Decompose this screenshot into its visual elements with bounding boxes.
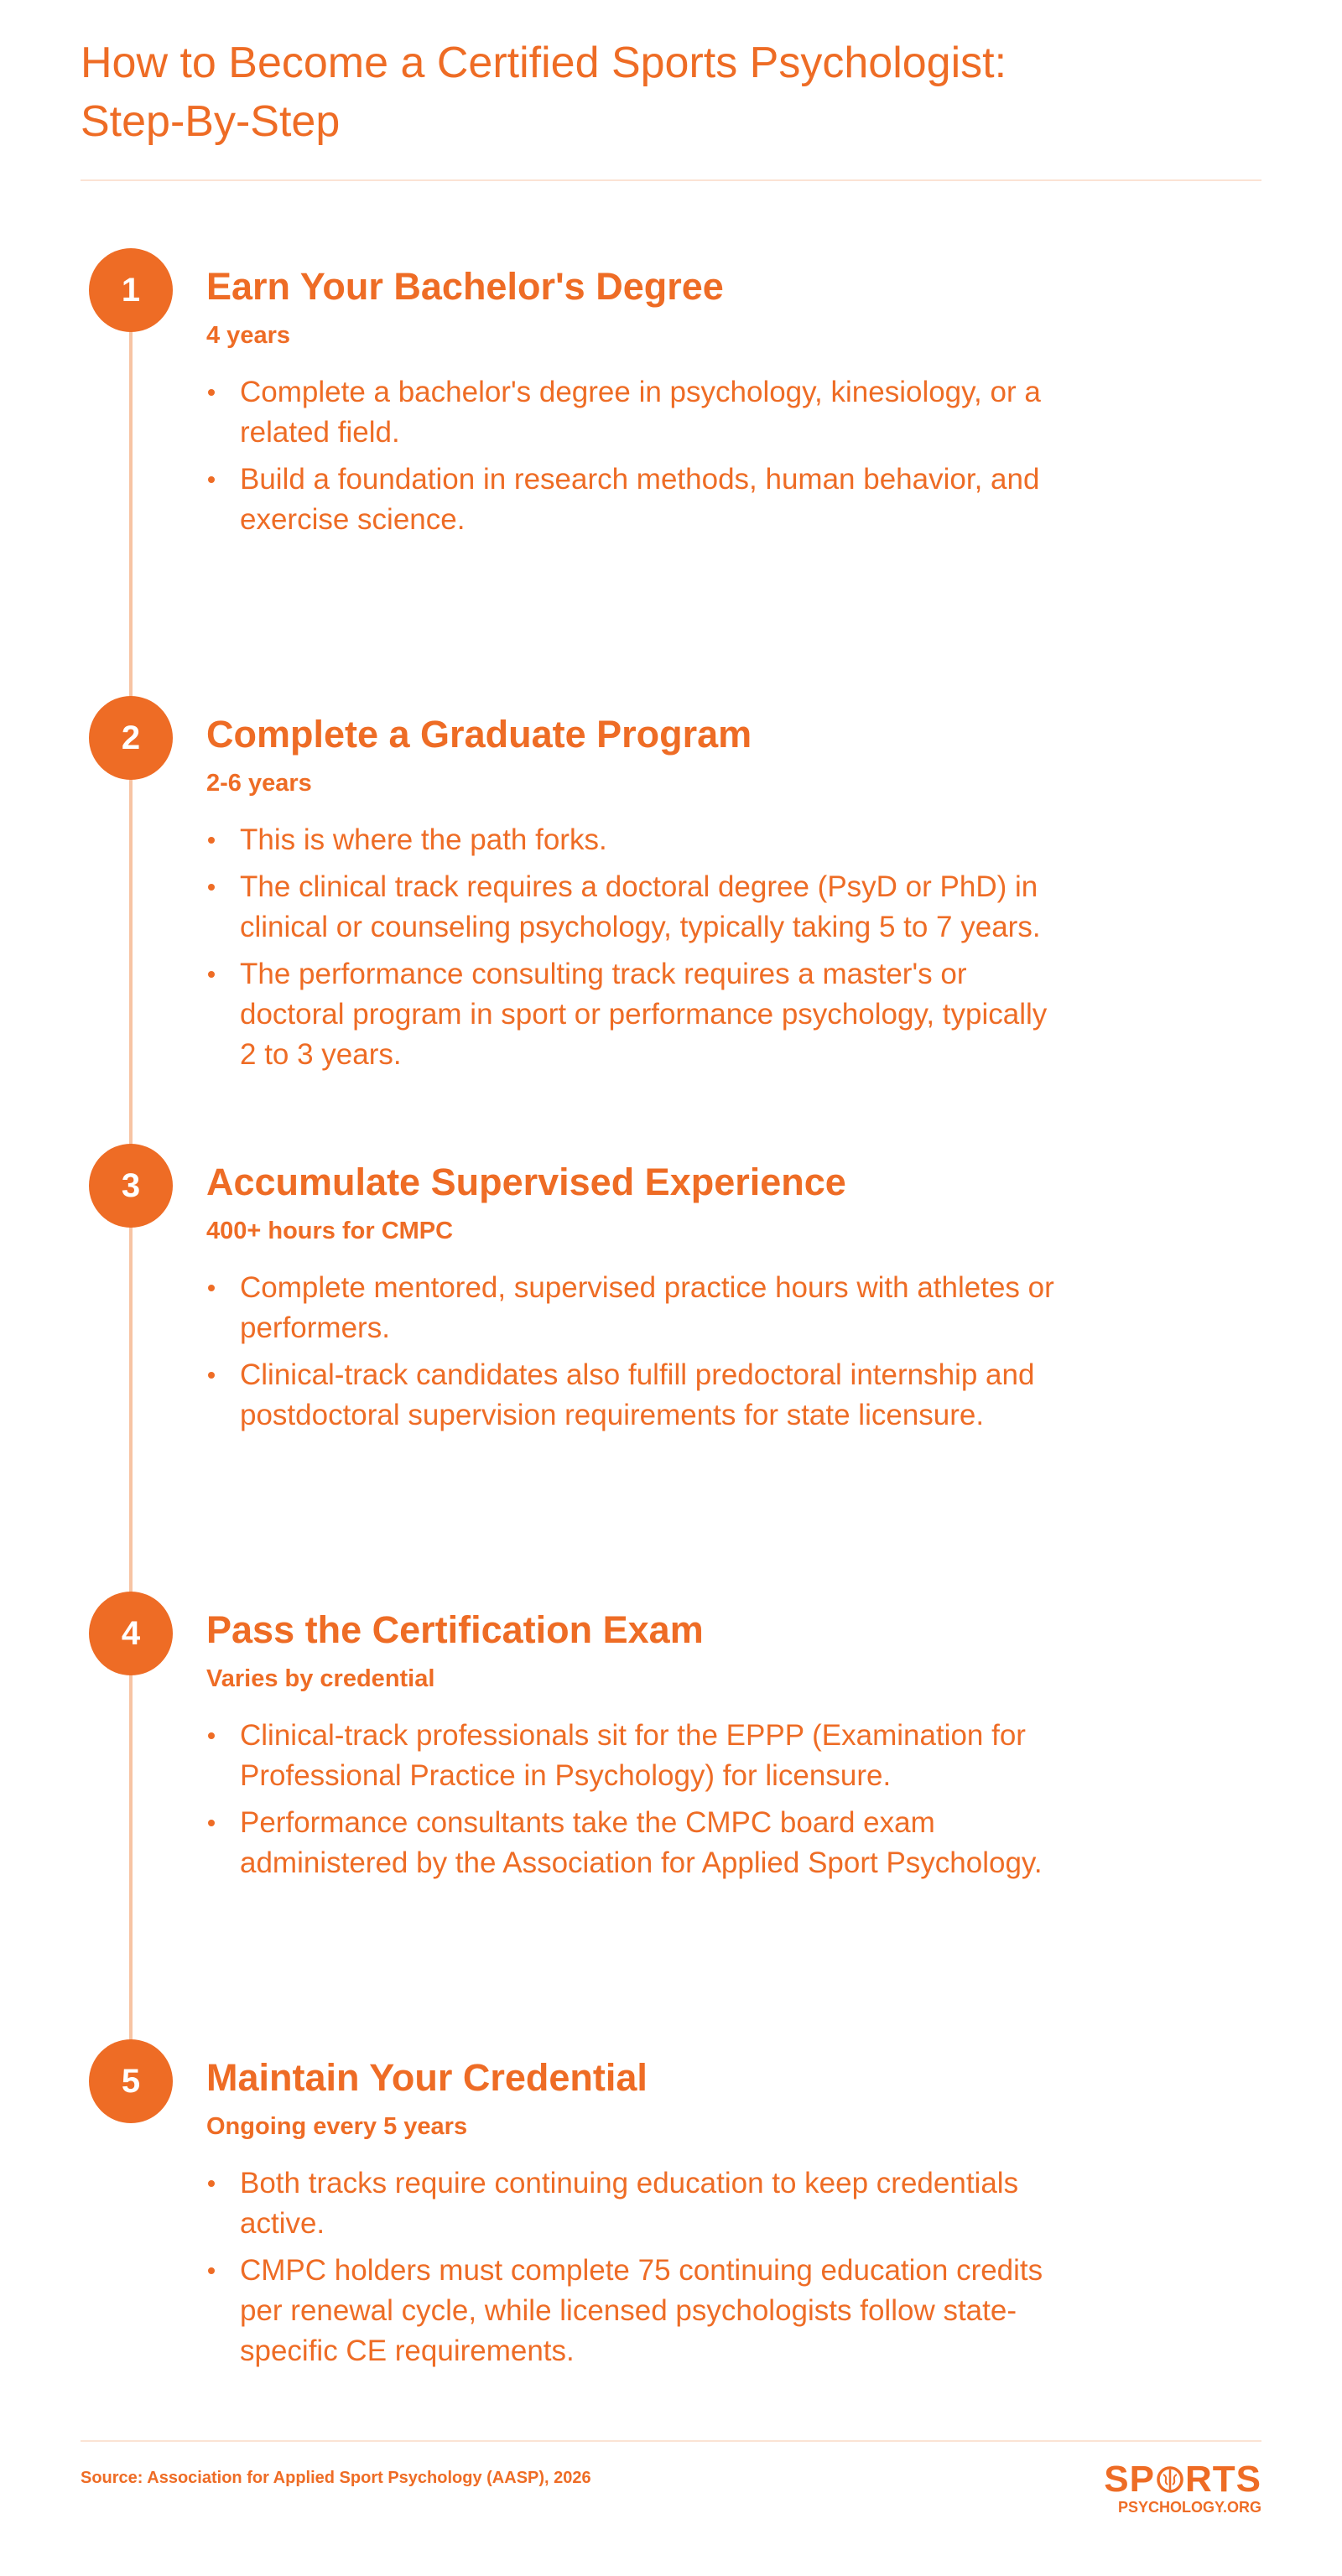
sports-psychology-logo bbox=[1090, 2460, 1261, 2519]
list-item bbox=[206, 867, 1062, 948]
list-item-text: Performance consultants take the CMPC board exam administered by the Association for Applied Sport Psychology. bbox=[240, 1806, 1043, 1879]
bullet-icon bbox=[208, 2267, 215, 2274]
step-bullet-list bbox=[206, 1268, 1062, 1436]
step-number-badge: 1 bbox=[89, 248, 173, 332]
step-title: Complete a Graduate Program bbox=[206, 713, 752, 756]
step-duration: 2-6 years bbox=[206, 770, 312, 797]
bullet-icon bbox=[208, 971, 215, 978]
list-item bbox=[206, 1355, 1062, 1436]
logo-wordmark bbox=[1104, 2460, 1261, 2499]
step-title: Accumulate Supervised Experience bbox=[206, 1161, 846, 1203]
list-item bbox=[206, 460, 1062, 540]
page-title bbox=[81, 34, 1171, 151]
step-duration: 400+ hours for CMPC bbox=[206, 1218, 454, 1244]
logo-subtitle: PSYCHOLOGY.ORG bbox=[1117, 2499, 1261, 2516]
list-item-text: Both tracks require continuing education to keep credentials active. bbox=[240, 2167, 1019, 2240]
bullet-icon bbox=[208, 1372, 215, 1379]
list-item-text: This is where the path forks. bbox=[240, 823, 607, 856]
list-item-text: Complete mentored, supervised practice hours with athletes or performers. bbox=[240, 1271, 1054, 1344]
bullet-icon bbox=[208, 884, 215, 891]
step-duration: Varies by credential bbox=[206, 1665, 435, 1692]
list-item bbox=[206, 1716, 1062, 1796]
list-item-text: The performance consulting track requires a master's or doctoral program in sport or performance psychology, typically 2 to 3 years. bbox=[240, 958, 1048, 1071]
list-item bbox=[206, 372, 1062, 453]
list-item-text: Clinical-track candidates also fulfill predoctoral internship and postdoctoral supervision requirements for state licensure. bbox=[240, 1358, 1035, 1431]
bullet-icon bbox=[208, 476, 215, 483]
step-bullet-list bbox=[206, 372, 1062, 540]
step-bullet-list bbox=[206, 2163, 1062, 2371]
logo-word-left: SP bbox=[1104, 2459, 1155, 2500]
step-title: Earn Your Bachelor's Degree bbox=[206, 265, 724, 308]
brain-icon bbox=[1156, 2465, 1184, 2494]
page-title-line-2: Step-By-Step bbox=[81, 97, 341, 146]
list-item bbox=[206, 820, 1062, 860]
bullet-icon bbox=[208, 1285, 215, 1291]
list-item-text: Clinical-track professionals sit for the EPPP (Examination for Professional Practice in Psychology) for licensure. bbox=[240, 1719, 1026, 1792]
bullet-icon bbox=[208, 2180, 215, 2187]
bullet-icon bbox=[208, 389, 215, 396]
page-title-line-1: How to Become a Certified Sports Psychologist: bbox=[81, 39, 1007, 87]
logo-word-right: RTS bbox=[1185, 2459, 1261, 2500]
list-item bbox=[206, 954, 1062, 1075]
step-bullet-list bbox=[206, 820, 1062, 1075]
bullet-icon bbox=[208, 837, 215, 844]
source-citation: Source: Association for Applied Sport Psychology (AASP), 2026 bbox=[81, 2469, 591, 2487]
step-content bbox=[206, 263, 1062, 547]
bullet-icon bbox=[208, 1732, 215, 1739]
list-item bbox=[206, 1803, 1062, 1883]
list-item bbox=[206, 2163, 1062, 2244]
step-content bbox=[206, 1159, 1062, 1442]
list-item-text: CMPC holders must complete 75 continuing education credits per renewal cycle, while licensed psychologists follow state-specific CE requirements. bbox=[240, 2254, 1043, 2367]
footer-divider bbox=[81, 2440, 1261, 2442]
step-number-badge: 3 bbox=[89, 1144, 173, 1228]
step-content bbox=[206, 2054, 1062, 2378]
list-item bbox=[206, 1268, 1062, 1348]
list-item-text: The clinical track requires a doctoral degree (PsyD or PhD) in clinical or counseling psychology, typically taking 5 to 7 years. bbox=[240, 870, 1041, 943]
bullet-icon bbox=[208, 1820, 215, 1826]
step-number-badge: 4 bbox=[89, 1592, 173, 1675]
step-bullet-list bbox=[206, 1716, 1062, 1883]
step-title: Maintain Your Credential bbox=[206, 2056, 648, 2099]
step-content bbox=[206, 1607, 1062, 1890]
step-number-badge: 2 bbox=[89, 696, 173, 780]
step-title: Pass the Certification Exam bbox=[206, 1608, 704, 1651]
header-divider bbox=[81, 179, 1261, 181]
step-content bbox=[206, 711, 1062, 1082]
step-duration: 4 years bbox=[206, 322, 290, 349]
step-number-badge: 5 bbox=[89, 2039, 173, 2123]
step-duration: Ongoing every 5 years bbox=[206, 2113, 468, 2140]
list-item bbox=[206, 2251, 1062, 2371]
list-item-text: Complete a bachelor's degree in psychology, kinesiology, or a related field. bbox=[240, 376, 1041, 449]
list-item-text: Build a foundation in research methods, human behavior, and exercise science. bbox=[240, 463, 1040, 536]
